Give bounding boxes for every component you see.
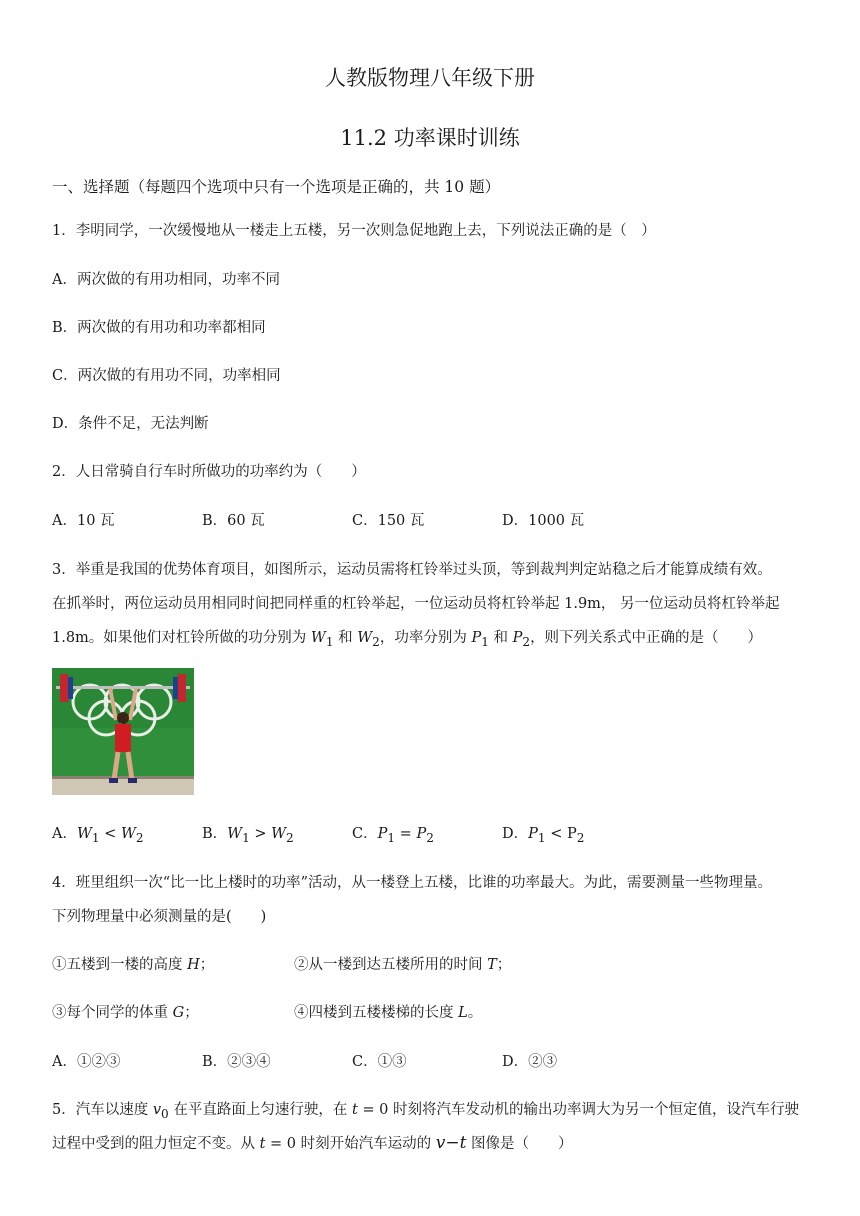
question-1-option-b: B．两次做的有用功和功率都相同 (52, 320, 266, 336)
document-subtitle: 11.2 功率课时训练 (340, 126, 520, 150)
question-3-option-d: D．$P_1 < P_2$ (502, 826, 585, 845)
question-4-item-4: ④四楼到五楼楼梯的长度 L。 (294, 1005, 483, 1021)
question-4-line-1: 4．班里组织一次“比一比上楼时的功率”活动，从一楼登上五楼，比谁的功率最大。为此，需要测量一些物理量。 (52, 875, 773, 891)
question-2-option-b: B．60 瓦 (202, 513, 265, 529)
question-4-item-2: ②从一楼到达五楼所用的时间 T； (294, 957, 512, 973)
question-4-line-2: 下列物理量中必须测量的是( ) (52, 909, 267, 925)
question-4-option-a: A．①②③ (52, 1054, 121, 1070)
question-4-option-b: B．②③④ (202, 1054, 271, 1070)
document-title: 人教版物理八年级下册 (325, 66, 535, 90)
question-3-line-2: 在抓举时，两位运动员用相同时间把同样重的杠铃举起，一位运动员将杠铃举起 1.9m， 另一位运动员将杠铃举起 (52, 596, 780, 612)
question-5-line-1: 5．汽车以速度 $v_0$ 在平直路面上匀速行驶，在 t = 0 时刻将汽车发动机的输出功率调大为另一个恒定值，设汽车行驶 (52, 1102, 799, 1121)
question-1-option-c: C．两次做的有用功不同，功率相同 (52, 368, 281, 384)
question-2-option-a: A．10 瓦 (52, 513, 115, 529)
question-3-line-3: 1.8m。如果他们对杠铃所做的功分别为 $W_1$ 和 $W_2$，功率分别为 $P_1$ 和 $P_2$，则下列关系式中正确的是（ ） (52, 630, 763, 649)
question-1-option-d: D．条件不足，无法判断 (52, 416, 209, 432)
question-5-line-2: 过程中受到的阻力恒定不变。从 t = 0 时刻开始汽车运动的 v−t 图像是（ ） (52, 1133, 573, 1153)
question-2-option-c: C．150 瓦 (352, 513, 425, 529)
question-2-option-d: D．1000 瓦 (502, 513, 585, 529)
weightlifting-photo (52, 668, 194, 795)
question-3-option-a: A．$W_1 < W_2$ (52, 826, 144, 845)
question-3-option-b: B．$W_1 > W_2$ (202, 826, 294, 845)
question-3-option-c: C．$P_1 = P_2$ (352, 826, 434, 845)
question-4-item-1: ①五楼到一楼的高度 H； (52, 957, 215, 973)
question-2-stem: 2．人日常骑自行车时所做功的功率约为（ ） (52, 464, 366, 480)
question-3-line-1: 3．举重是我国的优势体育项目，如图所示，运动员需将杠铃举过头顶，等到裁判判定站稳之后才能算成绩有效。 (52, 562, 772, 578)
question-4-item-3: ③每个同学的体重 G； (52, 1005, 199, 1021)
question-4-option-c: C．①③ (352, 1054, 407, 1070)
section-heading: 一、选择题（每题四个选项中只有一个选项是正确的，共 10 题） (52, 178, 501, 196)
question-1-option-a: A．两次做的有用功相同，功率不同 (52, 272, 280, 288)
question-1-stem: 1．李明同学，一次缓慢地从一楼走上五楼，另一次则急促地跑上去，下列说法正确的是（ ） (52, 223, 656, 239)
question-4-option-d: D．②③ (502, 1054, 558, 1070)
